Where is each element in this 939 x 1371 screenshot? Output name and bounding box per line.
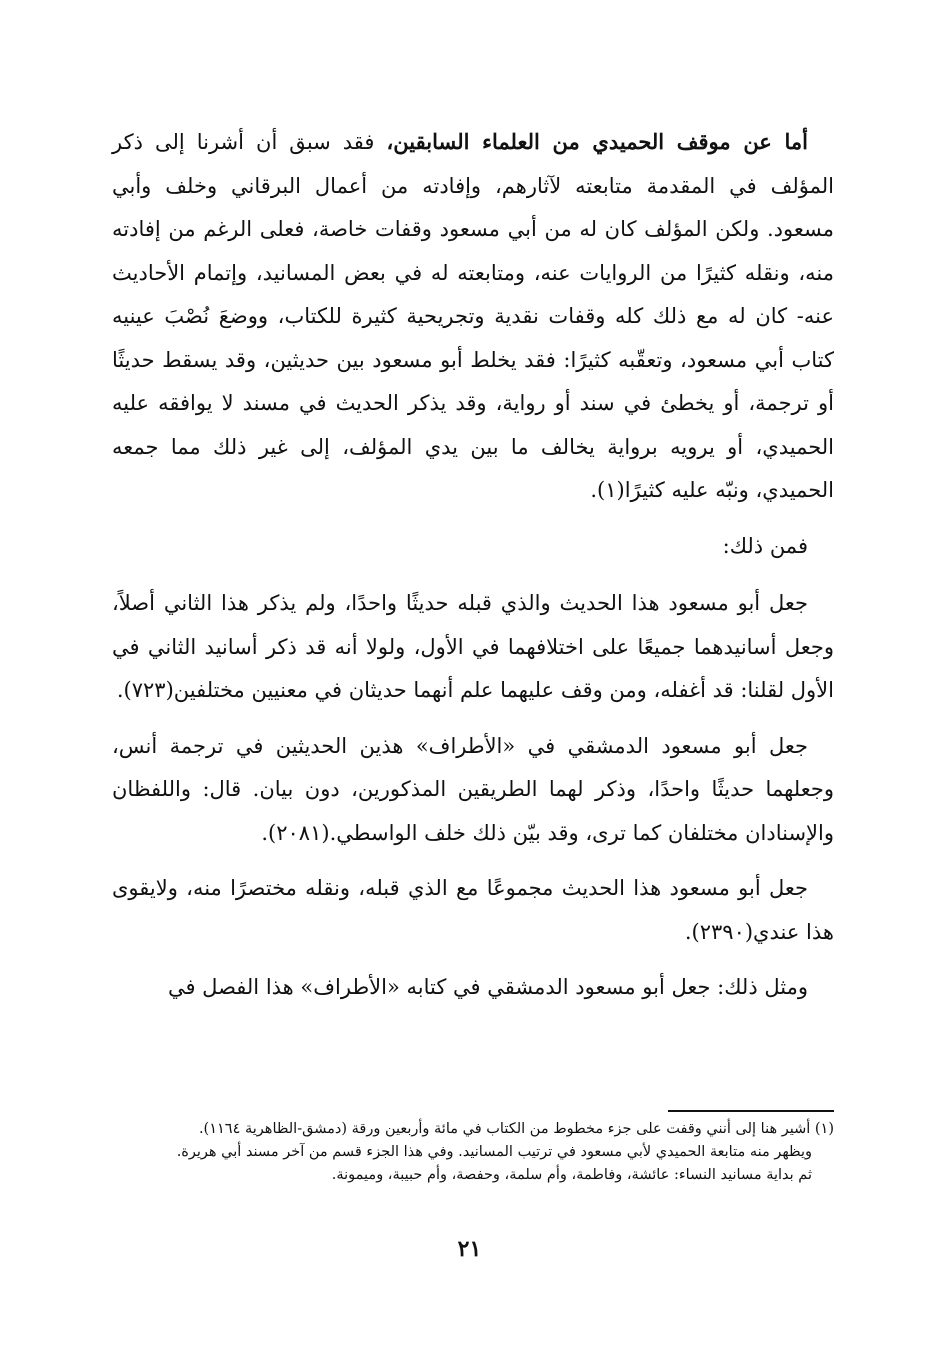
page-number: ٢١ bbox=[457, 1236, 482, 1262]
footnotes bbox=[112, 1118, 834, 1187]
footnote-line-3: ثم بداية مسانيد النساء: عائشة، وفاطمة، وأم سلمة، وحفصة، وأم حبيبة، وميمونة. bbox=[331, 1167, 812, 1183]
page-body bbox=[112, 120, 834, 1022]
paragraph-example-2: جعل أبو مسعود الدمشقي في «الأطراف» هذين الحديثين في ترجمة أنس، وجعلهما حديثًا واحدًا، وذكر لهما الطريقين المذكورين، دون بيان. قال: واللفظان والإسنادان مختلفان كما ترى، وقد بيّن ذلك خلف الواسطي.(٢٠٨١). bbox=[112, 733, 834, 845]
footnote-separator bbox=[668, 1110, 834, 1112]
footnote-line-2: ويظهر منه متابعة الحميدي لأبي مسعود في ترتيب المسانيد. وفي هذا الجزء قسم من آخر مسند أبي هريرة. bbox=[176, 1144, 812, 1160]
paragraph-example-3: جعل أبو مسعود هذا الحديث مجموعًا مع الذي قبله، ونقله مختصرًا منه، ولايقوى هذا عندي(٢٣٩٠). bbox=[112, 876, 834, 944]
footnote-line-1: (١) أشير هنا إلى أنني وقفت على جزء مخطوط من الكتاب في مائة وأربعين ورقة (دمشق-الظاهرية ١١٦٤). bbox=[198, 1121, 834, 1137]
examples-label: فمن ذلك: bbox=[722, 533, 808, 558]
paragraph-intro-lead: أما عن موقف الحميدي من العلماء السابقين، bbox=[386, 129, 808, 154]
paragraph-intro bbox=[112, 120, 834, 513]
paragraph-example-4: ومثل ذلك: جعل أبو مسعود الدمشقي في كتابه «الأطراف» هذا الفصل في bbox=[167, 975, 808, 999]
paragraph-example-1: جعل أبو مسعود هذا الحديث والذي قبله حديثًا واحدًا، ولم يذكر هذا الثاني أصلاً، وجعل أسانيدهما جميعًا على اختلافهما في الأول، ولولا أنه قد ذكر أسانيد الثاني في الأول لقلنا: قد أغفله، ومن وقف عليهما علم أنهما حديثان في معنيين مختلفين(٧٢٣). bbox=[112, 591, 834, 702]
paragraph-intro-text: فقد سبق أن أشرنا إلى ذكر المؤلف في المقدمة متابعته لآثارهم، وإفادته من أعمال البرقاني وخلف وأبي مسعود. ولكن المؤلف كان له من أبي مسعود وقفات خاصة، فعلى الرغم من إفادته منه، ونقله كثيرًا من الروايات عنه، ومتابعته له في بعض المسانيد، وإتمام الأحاديث عنه- كان له مع ذلك كله وقفات نقدية وتجريحية كثيرة للكتاب، ووضعَ نُصْبَ عينيه كتاب أبي مسعود، وتعقّبه كثيرًا: فقد يخلط أبو مسعود بين حديثين، وقد يسقط حديثًا أو ترجمة، أو يخطئ في سند أو رواية، وقد يذكر الحديث في مسند لا يوافقه عليه الحميدي، أو يرويه برواية يخالف ما بين يدي المؤلف، إلى غير ذلك مما جمعه الحميدي، ونبّه عليه كثيرًا(١). bbox=[112, 130, 834, 502]
